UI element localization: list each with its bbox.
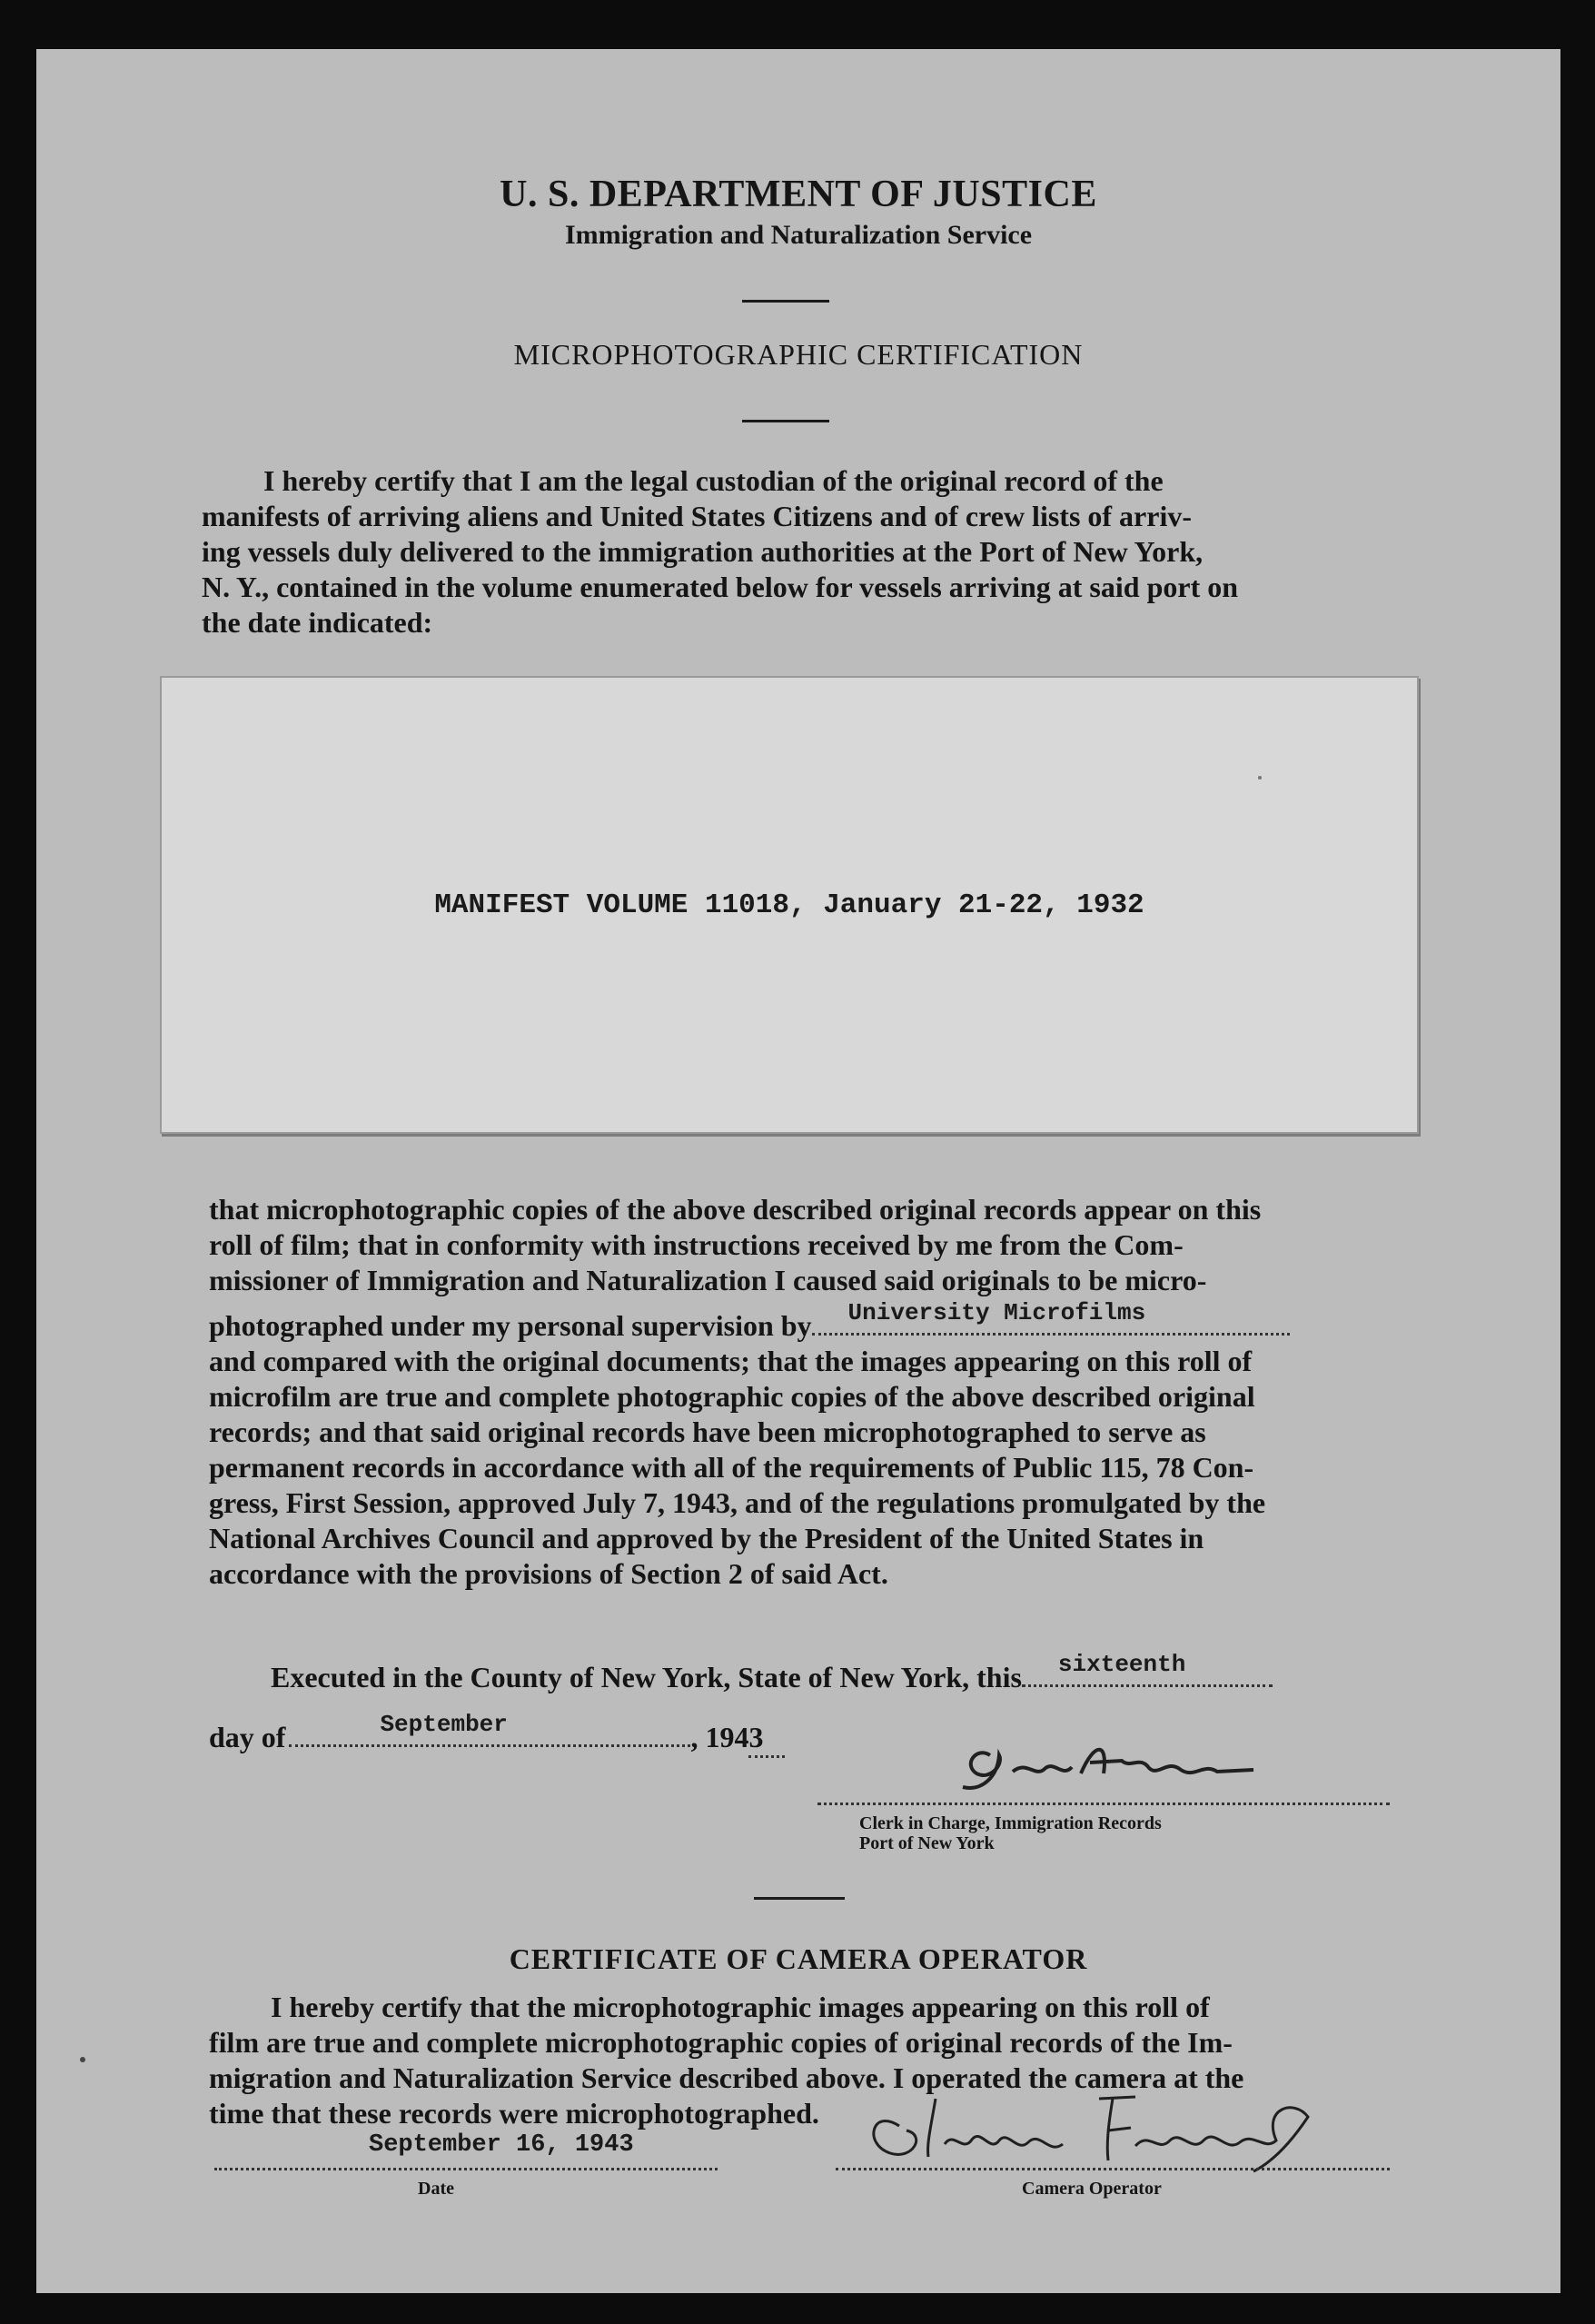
department-title: U. S. DEPARTMENT OF JUSTICE	[500, 174, 1097, 215]
date-line	[209, 1711, 936, 1758]
camera-line: I hereby certify that the microphotographic images appearing on this roll of	[271, 1991, 1210, 2023]
intro-line: N. Y., contained in the volume enumerated below for vessels arriving at said port on	[202, 571, 1239, 603]
supervision-field	[812, 1299, 1290, 1336]
clerk-signature-line	[817, 1803, 1390, 1805]
intro-line: manifests of arriving aliens and United States Citizens and of crew lists of arriv-	[202, 500, 1192, 532]
body-paragraph	[209, 1192, 1428, 1592]
date-label: Date	[418, 2179, 454, 2199]
paper-speck	[1258, 776, 1262, 780]
day-field	[1022, 1651, 1273, 1687]
camera-operator-title: CERTIFICATE OF CAMERA OPERATOR	[509, 1942, 1088, 1975]
manifest-volume-label: MANIFEST VOLUME 11018, January 21-22, 1932	[434, 889, 1144, 921]
body-line: that microphotographic copies of the above described original records appear on this	[209, 1193, 1262, 1226]
execution-prefix: Executed in the County of New York, State of New York, this	[271, 1661, 1022, 1693]
supervision-prefix: photographed under my personal supervision by	[209, 1309, 812, 1342]
section-divider	[742, 420, 829, 422]
date-field	[214, 2130, 718, 2166]
body-line: and compared with the original documents; that the images appearing on this roll of	[209, 1345, 1253, 1377]
manifest-volume-inset	[160, 676, 1419, 1134]
intro-line: the date indicated:	[202, 606, 433, 639]
paper-speck	[80, 2057, 85, 2062]
camera-line: time that these records were microphotographed.	[209, 2097, 819, 2130]
body-line: National Archives Council and approved by the President of the United States in	[209, 1522, 1204, 1554]
year-digit: 3	[748, 1721, 764, 1753]
camera-line: migration and Naturalization Service described above. I operated the camera at the	[209, 2061, 1244, 2094]
clerk-signature	[926, 1737, 1381, 1801]
execution-line	[271, 1651, 1433, 1695]
clerk-title	[859, 1813, 1404, 1853]
body-line: roll of film; that in conformity with instructions received by me from the Com-	[209, 1228, 1184, 1261]
date-line	[214, 2168, 718, 2170]
camera-line: film are true and complete microphotographic copies of original records of the Im-	[209, 2026, 1233, 2059]
title-divider	[742, 300, 829, 303]
certification-title: MICROPHOTOGRAPHIC CERTIFICATION	[513, 338, 1084, 371]
intro-line: I hereby certify that I am the legal custodian of the original record of the	[263, 464, 1164, 497]
body-line: accordance with the provisions of Section 2 of said Act.	[209, 1557, 888, 1590]
operator-signature-line	[836, 2168, 1390, 2170]
month-value: September	[380, 1711, 508, 1738]
operator-signature	[836, 2081, 1344, 2175]
body-line: gress, First Session, approved July 7, 1943, and of the regulations promulgated by the	[209, 1486, 1266, 1519]
year-field	[748, 1720, 785, 1758]
body-line: missioner of Immigration and Naturalization I caused said originals to be micro-	[209, 1264, 1207, 1296]
year-prefix: , 194	[690, 1721, 749, 1753]
supervision-line	[209, 1299, 1428, 1344]
service-subtitle: Immigration and Naturalization Service	[564, 220, 1033, 250]
clerk-office-line: Port of New York	[859, 1833, 995, 1853]
month-field	[289, 1711, 690, 1747]
clerk-title-line: Clerk in Charge, Immigration Records	[859, 1813, 1162, 1833]
operator-label: Camera Operator	[1022, 2179, 1162, 2199]
body-line: microfilm are true and complete photographic copies of the above described original	[209, 1380, 1255, 1413]
intro-paragraph	[202, 463, 1419, 641]
day-of-label: day of	[209, 1721, 286, 1753]
body-line: permanent records in accordance with all of the requirements of Public 115, 78 Con-	[209, 1451, 1254, 1484]
date-value: September 16, 1943	[369, 2131, 634, 2159]
operator-signature-scrawl	[836, 2081, 1344, 2175]
intro-line: ing vessels duly delivered to the immigration authorities at the Port of New York,	[202, 535, 1204, 568]
certificate-page	[36, 49, 1560, 2293]
supervision-by-value: University Microfilms	[847, 1299, 1146, 1326]
clerk-signature-scrawl	[926, 1737, 1381, 1801]
body-line: records; and that said original records have been microphotographed to serve as	[209, 1415, 1206, 1448]
camera-divider	[754, 1897, 845, 1900]
day-value: sixteenth	[1057, 1651, 1186, 1678]
